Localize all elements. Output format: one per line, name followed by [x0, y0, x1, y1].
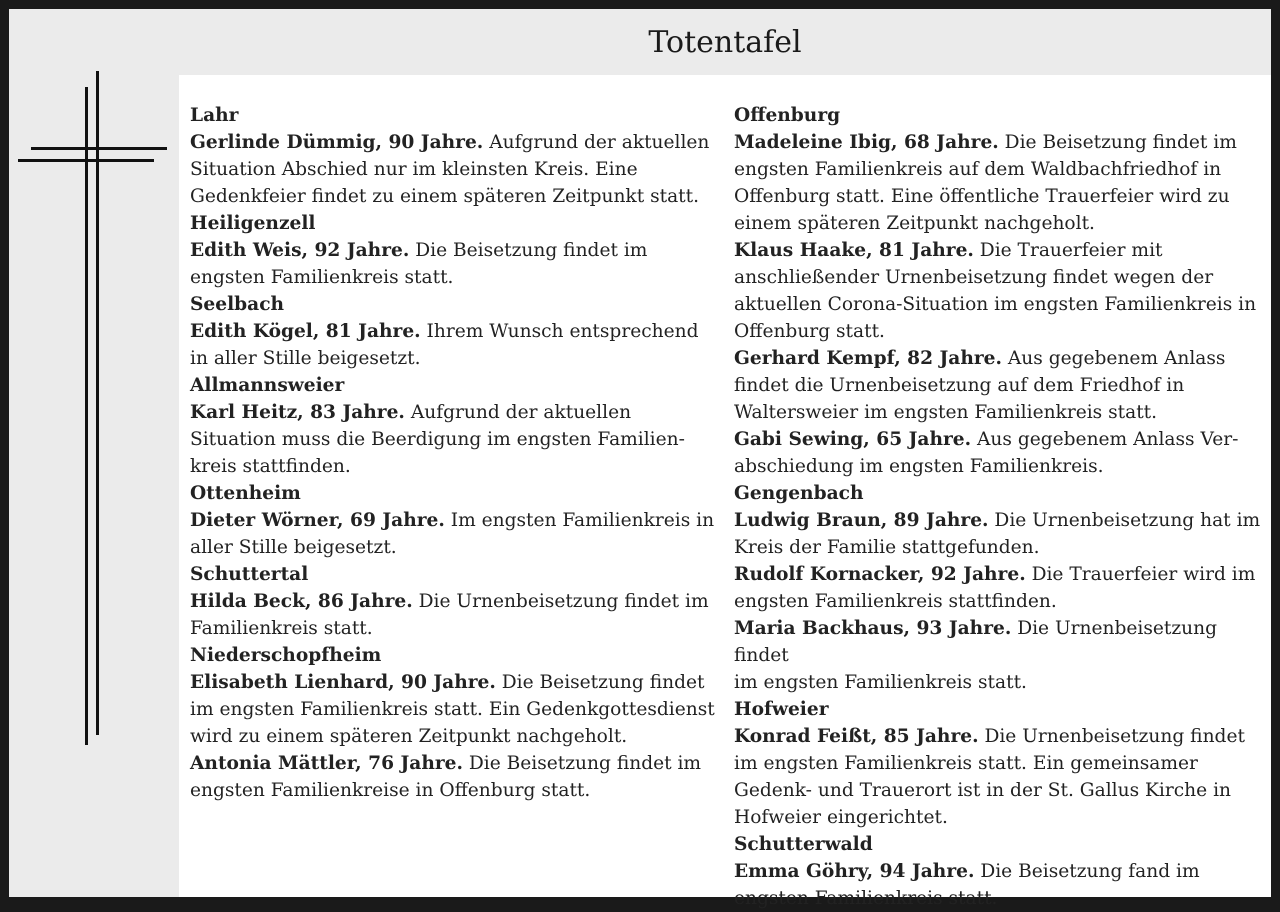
entry-text: findet die Urnenbeisetzung auf dem Friedhof in [734, 375, 1185, 396]
entry-text: Waltersweier im engsten Familienkreis statt. [734, 402, 1158, 423]
deceased-name: Konrad Feißt, 85 Jahre. [734, 726, 979, 747]
place-heading: Heiligenzell [190, 213, 316, 234]
entry-text: aktuellen Corona-Situation im engsten Familienkreis in [734, 294, 1257, 315]
entry-text: einem späteren Zeitpunkt nachgeholt. [734, 213, 1095, 234]
entry-text: Die Urnenbeisetzung hat im [988, 510, 1261, 531]
entry-text: Situation Abschied nur im kleinsten Kreis. Eine [190, 159, 638, 180]
entry-text: engsten Familienkreis auf dem Waldbachfriedhof in [734, 159, 1222, 180]
entry-text: engsten Familienkreis stattfinden. [734, 591, 1057, 612]
entry-text: Die Urnenbeisetzung findet [734, 618, 1218, 666]
entry-text: im engsten Familienkreis statt. [734, 672, 1027, 693]
obituary-entry [734, 615, 1264, 696]
deceased-name: Hilda Beck, 86 Jahre. [190, 591, 413, 612]
deceased-name: Maria Backhaus, 93 Jahre. [734, 618, 1012, 639]
obituary-entry [190, 750, 720, 804]
deceased-name: Edith Kögel, 81 Jahre. [190, 321, 421, 342]
deceased-name: Edith Weis, 92 Jahre. [190, 240, 410, 261]
entry-text: engsten Familienkreise in Offenburg statt. [190, 780, 591, 801]
obituary-entry [734, 507, 1264, 561]
entry-text: Aus gegebenem Anlass Ver- [971, 429, 1239, 450]
entry-text: Die Beisetzung findet im [409, 240, 648, 261]
obituary-entry [190, 588, 720, 642]
entry-text: engsten Familienkreis statt. [190, 267, 454, 288]
obituary-entry [734, 426, 1264, 480]
entry-text: engsten Familienkreis statt. [734, 888, 998, 909]
deceased-name: Antonia Mättler, 76 Jahre. [190, 753, 463, 774]
deceased-name: Gabi Sewing, 65 Jahre. [734, 429, 972, 450]
obituary-entry [190, 318, 720, 372]
entry-text: aller Stille beigesetzt. [190, 537, 397, 558]
deceased-name: Karl Heitz, 83 Jahre. [190, 402, 405, 423]
entry-text: Aufgrund der aktuellen [483, 132, 710, 153]
entry-text: Situation muss die Beerdigung im engsten Familien- [190, 429, 685, 450]
content-panel [179, 75, 1271, 909]
place-heading: Ottenheim [190, 483, 301, 504]
obituary-board [9, 9, 1271, 909]
obituary-entry [734, 129, 1264, 237]
obituary-entry [734, 723, 1264, 831]
obituary-entry [190, 669, 720, 750]
entry-text: Die Trauerfeier wird im [1025, 564, 1256, 585]
obituary-entry [190, 129, 720, 210]
obituary-entry [190, 507, 720, 561]
entry-text: Familienkreis statt. [190, 618, 373, 639]
entry-text: Die Beisetzung findet [495, 672, 705, 693]
entry-text: Ihrem Wunsch entsprechend [420, 321, 699, 342]
entry-text: Die Beisetzung fand im [974, 861, 1200, 882]
obituary-entry [734, 345, 1264, 426]
entry-text: anschließender Urnenbeisetzung findet wegen der [734, 267, 1214, 288]
obituary-entry [190, 399, 720, 480]
left-column [190, 102, 720, 804]
right-column [734, 102, 1264, 912]
entry-text: im engsten Familienkreis statt. Ein gemeinsamer [734, 753, 1198, 774]
entry-text: in aller Stille beigesetzt. [190, 348, 421, 369]
place-heading: Schutterwald [734, 834, 873, 855]
entry-text: Die Trauerfeier mit [973, 240, 1163, 261]
deceased-name: Madeleine Ibig, 68 Jahre. [734, 132, 999, 153]
entry-text: Die Beisetzung findet im [462, 753, 702, 774]
entry-text: Offenburg statt. [734, 321, 885, 342]
deceased-name: Klaus Haake, 81 Jahre. [734, 240, 974, 261]
entry-text: Im engsten Familienkreis in [444, 510, 715, 531]
entry-text: Gedenkfeier findet zu einem späteren Zeitpunkt statt. [190, 186, 700, 207]
obituary-entry [734, 237, 1264, 345]
entry-text: abschiedung im engsten Familienkreis. [734, 456, 1104, 477]
entry-text: Kreis der Familie stattgefunden. [734, 537, 1040, 558]
entry-text: Aus gegebenem Anlass [1001, 348, 1226, 369]
entry-text: Aufgrund der aktuellen [404, 402, 632, 423]
place-heading: Seelbach [190, 294, 285, 315]
place-heading: Schuttertal [190, 564, 309, 585]
page-title: Totentafel [648, 24, 802, 60]
entry-text: kreis stattfinden. [190, 456, 351, 477]
deceased-name: Gerlinde Dümmig, 90 Jahre. [190, 132, 484, 153]
place-heading: Allmannsweier [190, 375, 345, 396]
deceased-name: Emma Göhry, 94 Jahre. [734, 861, 975, 882]
entry-text: Die Urnenbeisetzung findet im [412, 591, 709, 612]
deceased-name: Rudolf Kornacker, 92 Jahre. [734, 564, 1026, 585]
obituary-entry [734, 561, 1264, 615]
entry-text: Die Urnenbeisetzung findet [978, 726, 1245, 747]
entry-text: Offenburg statt. Eine öffentliche Trauerfeier wird zu [734, 186, 1230, 207]
entry-text: Hofweier eingerichtet. [734, 807, 948, 828]
place-heading: Hofweier [734, 699, 829, 720]
entry-text: im engsten Familienkreis statt. Ein Gedenkgottesdienst [190, 699, 715, 720]
entry-text: wird zu einem späteren Zeitpunkt nachgeholt. [190, 726, 628, 747]
deceased-name: Dieter Wörner, 69 Jahre. [190, 510, 445, 531]
obituary-entry [190, 237, 720, 291]
entry-text: Die Beisetzung findet im [998, 132, 1237, 153]
deceased-name: Gerhard Kempf, 82 Jahre. [734, 348, 1002, 369]
entry-text: Gedenk- und Trauerort ist in der St. Gallus Kirche in [734, 780, 1231, 801]
place-heading: Lahr [190, 105, 239, 126]
obituary-entry [734, 858, 1264, 912]
place-heading: Gengenbach [734, 483, 864, 504]
deceased-name: Elisabeth Lienhard, 90 Jahre. [190, 672, 496, 693]
place-heading: Offenburg [734, 105, 841, 126]
place-heading: Niederschopfheim [190, 645, 382, 666]
deceased-name: Ludwig Braun, 89 Jahre. [734, 510, 989, 531]
